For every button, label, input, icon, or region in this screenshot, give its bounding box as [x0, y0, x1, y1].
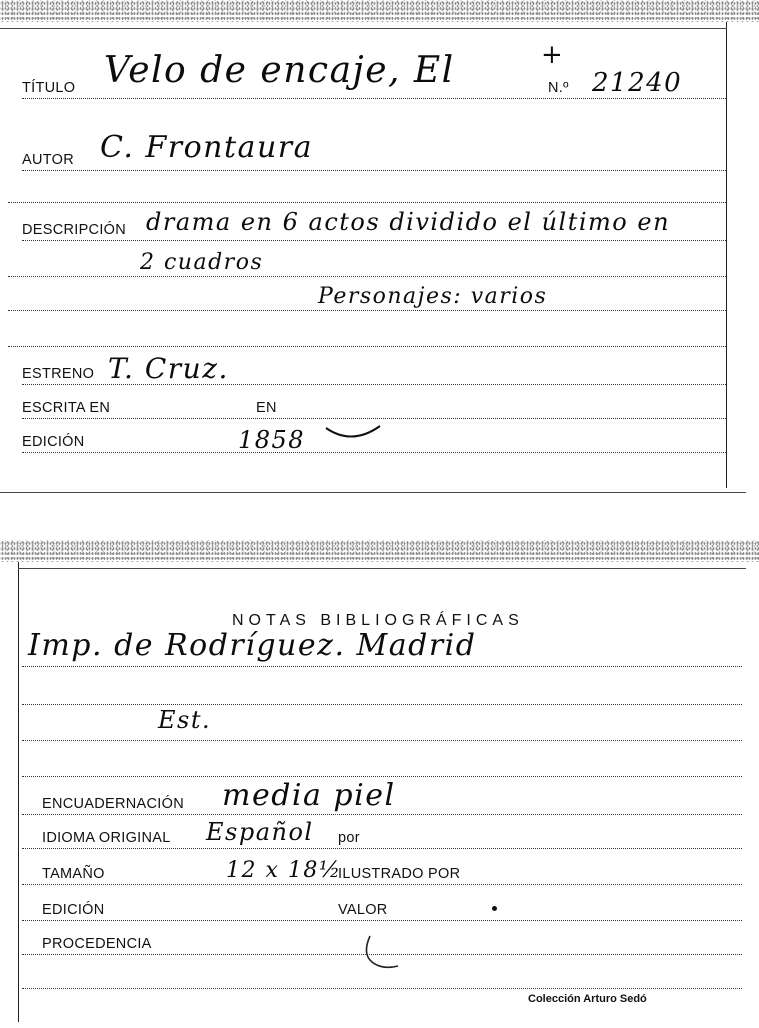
descripcion-line2: 2 cuadros — [140, 250, 264, 275]
estreno-label: ESTRENO — [22, 366, 95, 382]
card-top-border — [0, 28, 727, 29]
handwritten-stroke — [360, 932, 404, 972]
descripcion-line3: Personajes: varios — [318, 284, 548, 309]
card-right-border — [726, 22, 727, 488]
por-label: por — [338, 830, 360, 846]
card2-left-border — [18, 562, 19, 1022]
collection-stamp: Colección Arturo Sedó — [528, 993, 647, 1005]
notes-line1: Imp. de Rodríguez. Madrid — [28, 628, 477, 663]
tamano-value: 12 x 18½ — [226, 858, 342, 883]
tamano-label: TAMAÑO — [42, 866, 105, 882]
card1-bottom-edge — [0, 492, 746, 493]
edicion-value: 1858 — [238, 426, 306, 454]
autor-label: AUTOR — [22, 152, 74, 168]
ilustrado-label: ILUSTRADO POR — [338, 866, 461, 882]
scan-noise-top — [0, 0, 759, 22]
notes-rule-2 — [22, 704, 742, 705]
titulo-value: Velo de encaje, El — [104, 50, 455, 91]
notes-rule-3 — [22, 740, 742, 741]
notes-rule-4 — [22, 776, 742, 777]
encuadernacion-value: media piel — [222, 778, 396, 813]
en-label: EN — [256, 400, 277, 416]
scan-noise-mid — [0, 540, 759, 562]
edicion2-label: EDICIÓN — [42, 902, 105, 918]
escrita-label: ESCRITA EN — [22, 400, 111, 416]
catalog-card-back — [0, 540, 759, 1028]
blank-rule-2 — [8, 346, 726, 347]
procedencia-rule — [22, 954, 742, 955]
encuadernacion-label: ENCUADERNACIÓN — [42, 796, 184, 812]
card2-top-border — [18, 568, 746, 569]
titulo-label: TÍTULO — [22, 80, 76, 96]
titulo-rule — [22, 98, 726, 99]
edicion-label: EDICIÓN — [22, 434, 85, 450]
notes-rule-1 — [22, 666, 742, 667]
autor-rule — [22, 170, 726, 171]
edicion-rule — [22, 452, 726, 453]
idioma-rule — [22, 848, 742, 849]
bottom-rule — [22, 988, 742, 989]
estreno-rule — [22, 384, 726, 385]
descripcion-rule-2 — [8, 276, 726, 277]
tamano-rule — [22, 884, 742, 885]
descripcion-rule-1 — [22, 240, 726, 241]
cross-mark: + — [541, 40, 565, 70]
ink-dot — [492, 906, 497, 911]
escrita-rule — [22, 418, 726, 419]
notas-heading: NOTAS BIBLIOGRÁFICAS — [232, 612, 524, 629]
notes-line2: Est. — [158, 706, 212, 734]
valor-label: VALOR — [338, 902, 388, 918]
descripcion-label: DESCRIPCIÓN — [22, 222, 127, 238]
catalog-card-front — [0, 0, 759, 494]
numero-label: N.º — [548, 80, 569, 96]
idioma-value: Español — [206, 818, 314, 846]
blank-rule — [8, 202, 726, 203]
descripcion-line1: drama en 6 actos dividido el último en — [146, 208, 671, 236]
edicion2-rule — [22, 920, 742, 921]
descripcion-rule-3 — [8, 310, 726, 311]
numero-value: 21240 — [592, 68, 683, 98]
handwritten-flourish — [324, 420, 384, 444]
autor-value: C. Frontaura — [100, 130, 313, 165]
estreno-value: T. Cruz. — [108, 352, 229, 385]
encuadernacion-rule — [22, 814, 742, 815]
idioma-label: IDIOMA ORIGINAL — [42, 830, 171, 846]
procedencia-label: PROCEDENCIA — [42, 936, 152, 952]
